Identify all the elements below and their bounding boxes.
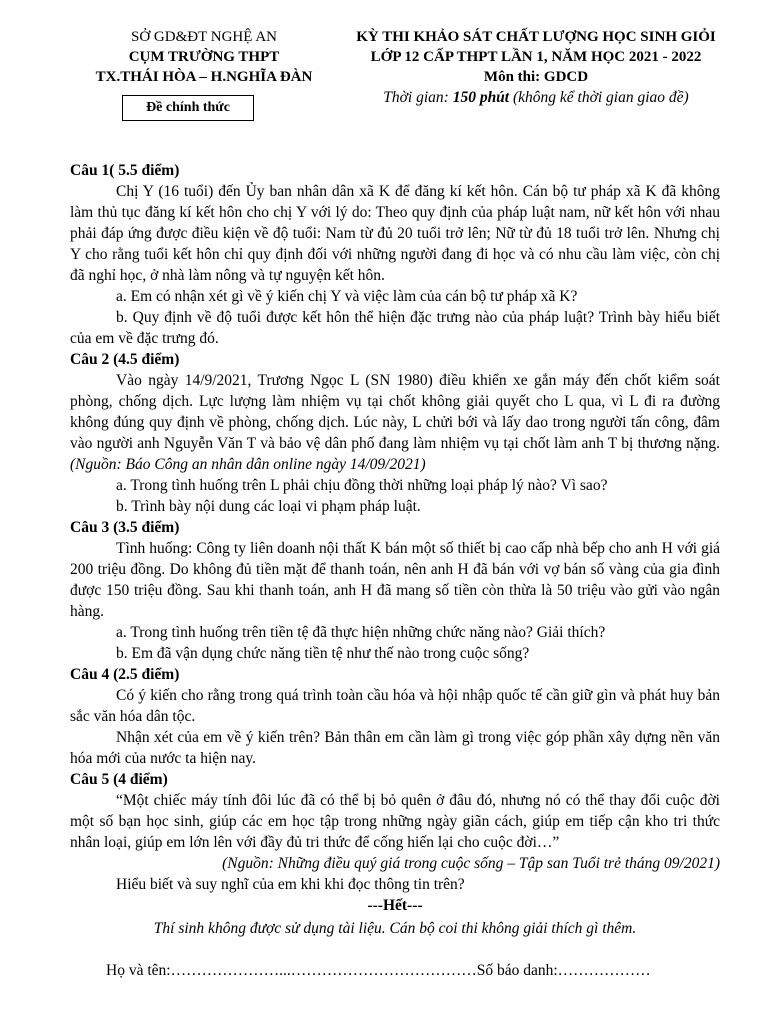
question-4-title: Câu 4 (2.5 điểm) xyxy=(70,666,180,683)
question-2-part-b: b. Trình bày nội dung các loại vi phạm pháp luật. xyxy=(116,498,421,515)
exam-note: Thí sinh không được sử dụng tài liệu. Cán bộ coi thi không giải thích gì thêm. xyxy=(153,920,637,937)
question-2-title: Câu 2 (4.5 điểm) xyxy=(70,351,180,368)
question-1-paragraph: Chị Y (16 tuổi) đến Ủy ban nhân dân xã K để đăng kí kết hôn. Cán bộ tư pháp xã K đã không làm thủ tục đăng kí kết hôn cho chị Y với lý do: Theo quy định của pháp luật nam, nữ kết hôn với nhau phải đáp ứng được điều kiện về độ tuổi: Nam từ đủ 20 tuổi trở lên; Nữ từ đủ 18 tuổi trở lên. Nhưng chị Y cho rằng tuổi kết hôn chỉ quy định đối với những người đang đi học và có nhu cầu làm việc, còn chị đã nghỉ học, ở nhà làm nông và tự nguyện kết hôn. xyxy=(70,183,720,284)
area-name: TX.THÁI HÒA – H.NGHĨA ĐÀN xyxy=(95,69,313,85)
id-label: Số báo danh: xyxy=(476,962,558,979)
question-3-part-b: b. Em đã vận dụng chức năng tiền tệ như thế nào trong cuộc sống? xyxy=(116,645,530,662)
end-mark: ---Hết--- xyxy=(367,897,423,914)
question-2-paragraph xyxy=(70,370,720,475)
question-3-title: Câu 3 (3.5 điểm) xyxy=(70,519,180,536)
department-name: SỞ GD&ĐT NGHỆ AN xyxy=(131,29,277,45)
question-2-source: (Nguồn: Báo Công an nhân dân online ngày 14/09/2021) xyxy=(70,456,426,473)
time-value: 150 phút xyxy=(452,89,510,106)
subject-line: Môn thi: GDCD xyxy=(483,69,589,85)
id-dots: ……………… xyxy=(557,962,651,979)
time-suffix: (không kể thời gian giao đề) xyxy=(509,89,689,106)
question-1-part-a: a. Em có nhận xét gì về ý kiến chị Y và việc làm của cán bộ tư pháp xã K? xyxy=(116,288,578,305)
grade-line: LỚP 12 CẤP THPT LẦN 1, NĂM HỌC 2021 - 2022 xyxy=(370,49,702,65)
question-5-title: Câu 5 (4 điểm) xyxy=(70,771,168,788)
question-2-text: Vào ngày 14/9/2021, Trương Ngọc L (SN 1980) điều khiển xe gắn máy đến chốt kiểm soát phòng, chống dịch. Lực lượng làm nhiệm vụ tại chốt không giải quyết cho L qua, vì L đi ra đường không đúng quy định về phòng, chống dịch. Lúc này, L chửi bới và lấy dao trong người tấn công, đâm vào người anh Nguyễn Văn T và bảo vệ dân phố đang làm nhiệm vụ tại chốt làm anh T bị thương nặng. xyxy=(70,372,720,452)
name-dots: …………………...……………………………… xyxy=(170,962,477,979)
question-1-part-b: b. Quy định về độ tuổi được kết hôn thể hiện đặc trưng nào của pháp luật? Trình bày hiểu biết của em về đặc trưng đó. xyxy=(70,309,720,347)
question-4-prompt: Nhận xét của em về ý kiến trên? Bản thân em cần làm gì trong việc góp phần xây dựng nền văn hóa mới của nước ta hiện nay. xyxy=(70,729,720,767)
name-label: Họ và tên: xyxy=(106,962,171,979)
question-1-title: Câu 1( 5.5 điểm) xyxy=(70,162,180,179)
candidate-footer xyxy=(106,960,726,981)
time-line xyxy=(326,87,746,109)
question-5-quote: “Một chiếc máy tính đôi lúc đã có thể bị bỏ quên ở đâu đó, nhưng nó có thể thay đổi cuộc đời một số bạn học sinh, giúp các em học tập trong những ngày giãn cách, giúp em tiếp cận kho tri thức nhân loại, giúp em lớn lên với đầy đủ tri thức để cống hiến lại cho cuộc đời…” xyxy=(70,792,720,851)
question-5-prompt: Hiểu biết và suy nghĩ của em khi khi đọc thông tin trên? xyxy=(116,876,465,893)
question-3-part-a: a. Trong tình huống trên tiền tệ đã thực hiện những chức năng nào? Giải thích? xyxy=(116,624,606,641)
header-right xyxy=(326,27,746,109)
header-left xyxy=(84,27,324,87)
official-exam-badge: Đề chính thức xyxy=(122,95,254,121)
question-5-source: (Nguồn: Những điều quý giá trong cuộc sống – Tập san Tuổi trẻ tháng 09/2021) xyxy=(222,855,720,872)
time-prefix: Thời gian: xyxy=(383,89,453,106)
question-2-part-a: a. Trong tình huống trên L phải chịu đồng thời những loại pháp lý nào? Vì sao? xyxy=(116,477,608,494)
question-3-paragraph: Tình huống: Công ty liên doanh nội thất K bán một số thiết bị cao cấp nhà bếp cho anh H với giá 200 triệu đồng. Do không đủ tiền mặt để thanh toán, nên anh H đã bán với vợ bán số vàng của gia đình được 150 triệu đồng. Sau khi thanh toán, anh H đã mang số tiền còn thừa là 50 triệu vào gửi vào ngân hàng. xyxy=(70,540,720,620)
cluster-name: CỤM TRƯỜNG THPT xyxy=(128,49,280,65)
exam-body xyxy=(70,160,720,939)
question-4-paragraph: Có ý kiến cho rằng trong quá trình toàn cầu hóa và hội nhập quốc tế cần giữ gìn và phát huy bản sắc văn hóa dân tộc. xyxy=(70,687,720,725)
exam-title: KỲ THI KHẢO SÁT CHẤT LƯỢNG HỌC SINH GIỎI xyxy=(356,29,716,45)
